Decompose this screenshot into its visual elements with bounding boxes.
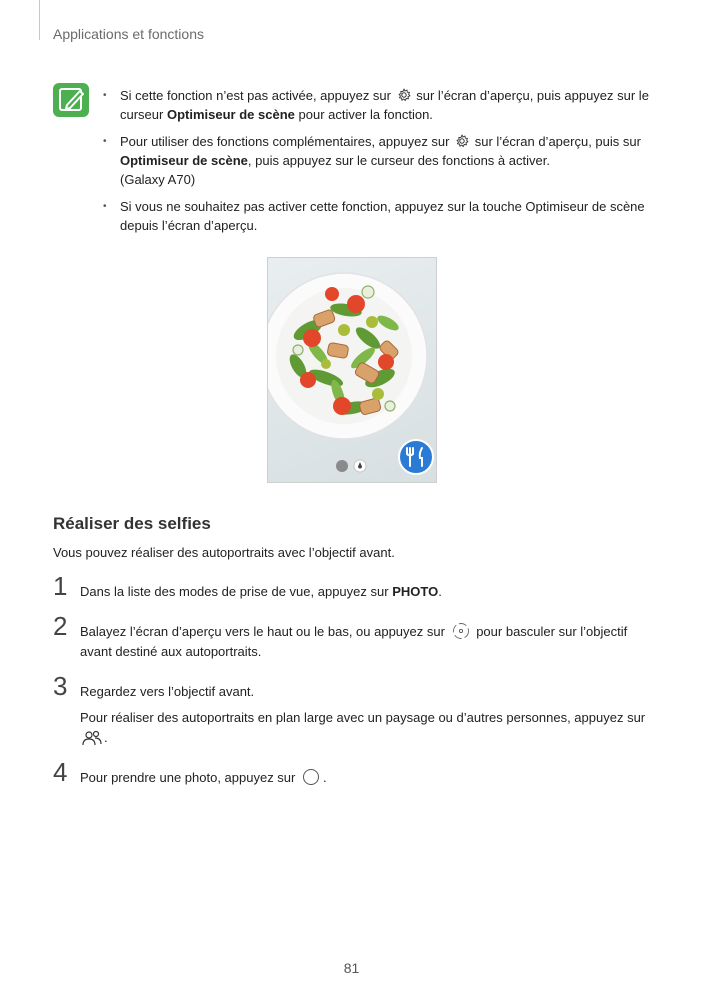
page-edge-line [39, 0, 40, 40]
step-number: 4 [53, 757, 68, 787]
filter-dot-icon [336, 460, 348, 472]
note-bullet: • Si vous ne souhaitez pas activer cette fonction, appuyez sur la touche Optimiseur de scène depuis l’écran d’aperçu. [103, 197, 663, 235]
settings-gear-icon [455, 134, 469, 148]
step-4: 4 Pour prendre une photo, appuyez sur . [53, 757, 327, 787]
step-number: 1 [53, 571, 68, 601]
food-mode-button[interactable] [399, 440, 433, 474]
step-number: 3 [53, 671, 68, 701]
page-header: Applications et fonctions [53, 26, 204, 42]
model-note: (Galaxy A70) [120, 172, 196, 187]
scene-optimizer-label: Optimiseur de scène [120, 153, 248, 168]
note-bullet: • Si cette fonction n’est pas activée, appuyez sur sur l’écran d’aperçu, puis appuyez sur le curseur Optimiseur de scène pour activer la fonction. [103, 86, 663, 124]
settings-gear-icon [397, 88, 411, 102]
step-1: 1 Dans la liste des modes de prise de vue, appuyez sur PHOTO. [53, 571, 442, 601]
page-number: 81 [343, 960, 360, 976]
scene-optimizer-label: Optimiseur de scène [166, 107, 295, 122]
wide-selfie-icon [82, 730, 102, 746]
photo-mode-label: PHOTO [392, 584, 439, 599]
shutter-button-icon [301, 768, 321, 786]
note-bullet: • Pour utiliser des fonctions complémentaires, appuyez sur sur l’écran d’aperçu, puis sur Optimiseur de scène, puis appuyez sur le curseur des fonctions à activer. (Galaxy A70) [103, 132, 663, 189]
step-number: 2 [53, 611, 68, 641]
section-intro: Vous pouvez réaliser des autoportraits avec l’objectif avant. [53, 545, 395, 560]
section-title: Réaliser des selfies [53, 514, 211, 533]
step-2: 2 Balayez l’écran d’aperçu vers le haut ou le bas, ou appuyez sur pour basculer sur l’objectif avant destiné aux autoportraits. [53, 611, 628, 659]
salad-preview-photo [267, 257, 437, 483]
note-bullets [103, 86, 663, 243]
step-3: 3 Regardez vers l’objectif avant. Pour réaliser des autoportraits en plan large avec un paysage ou d’autres personnes, appuyez sur . [53, 671, 646, 745]
note-pencil-icon [53, 83, 89, 117]
switch-camera-icon [451, 622, 471, 640]
